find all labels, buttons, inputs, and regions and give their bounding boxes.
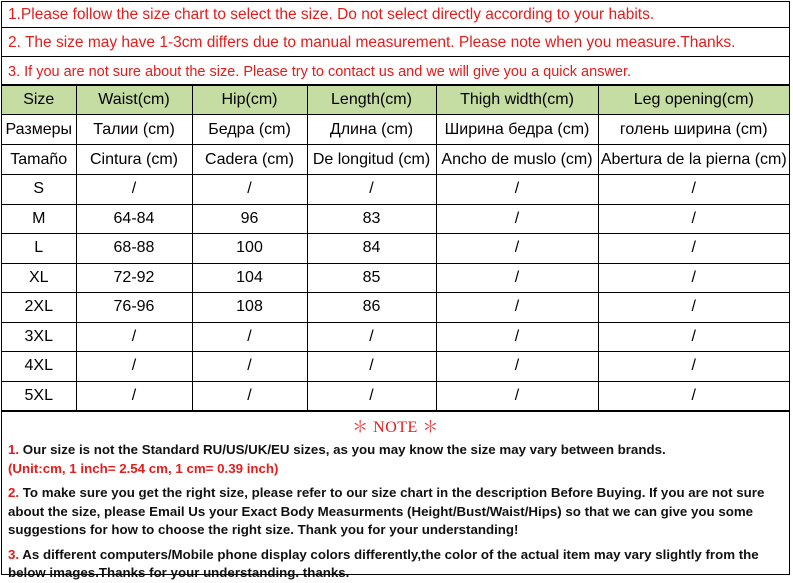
- table-row: [2, 263, 789, 293]
- measurement-cell: /: [598, 234, 789, 264]
- measurement-cell: /: [307, 322, 436, 352]
- measurement-cell: 64-84: [76, 204, 192, 234]
- header-cell-ru: Бедра (cm): [192, 115, 307, 145]
- measurement-cell: /: [307, 175, 436, 205]
- measurement-cell: 85: [307, 263, 436, 293]
- measurement-cell: /: [76, 322, 192, 352]
- size-table: [2, 85, 789, 411]
- instruction-1: 1.Please follow the size chart to select the size. Do not select directly according to your habits.: [2, 2, 789, 28]
- measurement-cell: 100: [192, 234, 307, 264]
- header-cell: Thigh width(cm): [436, 86, 598, 115]
- header-cell-ru: Ширина бедра (cm): [436, 115, 598, 145]
- measurement-cell: 84: [307, 234, 436, 264]
- header-cell-es: Cadera (cm): [192, 145, 307, 175]
- note-3-text: As different computers/Mobile phone display colors differently,the color of the actual item may vary slightly from the below images.Thanks for your understanding. thanks.: [8, 546, 759, 580]
- header-cell: Leg opening(cm): [598, 86, 789, 115]
- header-cell-es: Ancho de muslo (cm): [436, 145, 598, 175]
- header-cell-es: De longitud (cm): [307, 145, 436, 175]
- measurement-cell: /: [436, 204, 598, 234]
- header-cell: Hip(cm): [192, 86, 307, 115]
- size-label-cell: 3XL: [2, 322, 76, 352]
- measurement-cell: /: [76, 352, 192, 382]
- size-label-cell: L: [2, 234, 76, 264]
- note-3: [8, 546, 783, 583]
- instruction-3: 3. If you are not sure about the size. Please try to contact us and we will give you a quick answer.: [2, 57, 789, 85]
- note-2-text: To make sure you get the right size, please refer to our size chart in the description Before Buying. If you are not sure about the size, please Email Us your Exact Body Measurments (Height/Bust/Waist/Hips) so that we can give you some suggestions for how to choose the right size. Thank you for your understanding!: [8, 485, 765, 537]
- note-1-text: Our size is not the Standard RU/US/UK/EU sizes, as you may know the size may vary between brands.: [19, 442, 666, 457]
- size-label-cell: XL: [2, 263, 76, 293]
- size-label-cell: 4XL: [2, 352, 76, 382]
- measurement-cell: 68-88: [76, 234, 192, 264]
- header-cell-ru: Длина (cm): [307, 115, 436, 145]
- measurement-cell: /: [598, 263, 789, 293]
- size-label-cell: M: [2, 204, 76, 234]
- measurement-cell: /: [598, 322, 789, 352]
- size-label-cell: 2XL: [2, 293, 76, 323]
- measurement-cell: /: [598, 204, 789, 234]
- instruction-2: 2. The size may have 1-3cm differs due to manual measurement. Please note when you measure.Thanks.: [2, 28, 789, 57]
- measurement-cell: /: [76, 381, 192, 411]
- measurement-cell: /: [436, 381, 598, 411]
- note-2: [8, 484, 783, 540]
- table-row: [2, 322, 789, 352]
- measurement-cell: 108: [192, 293, 307, 323]
- table-header-row-es: [2, 145, 789, 175]
- measurement-cell: /: [598, 175, 789, 205]
- header-cell: Size: [2, 86, 76, 115]
- table-row: [2, 204, 789, 234]
- header-cell-es: Abertura de la pierna (cm): [598, 145, 789, 175]
- size-label-cell: 5XL: [2, 381, 76, 411]
- measurement-cell: /: [192, 352, 307, 382]
- header-cell-ru: Размеры: [2, 115, 76, 145]
- header-cell-ru: Талии (cm): [76, 115, 192, 145]
- header-cell: Length(cm): [307, 86, 436, 115]
- measurement-cell: 83: [307, 204, 436, 234]
- measurement-cell: /: [307, 352, 436, 382]
- measurement-cell: /: [76, 175, 192, 205]
- table-row: [2, 293, 789, 323]
- table-row: [2, 175, 789, 205]
- table-header-row: [2, 86, 789, 115]
- note-2-number: 2.: [8, 485, 20, 500]
- size-label-cell: S: [2, 175, 76, 205]
- measurement-cell: /: [436, 293, 598, 323]
- note-1: [8, 441, 783, 478]
- unit-conversion: (Unit:cm, 1 inch= 2.54 cm, 1 cm= 0.39 inch): [8, 460, 279, 476]
- table-row: [2, 234, 789, 264]
- measurement-cell: /: [307, 381, 436, 411]
- note-1-number: 1.: [8, 442, 20, 457]
- measurement-cell: 72-92: [76, 263, 192, 293]
- measurement-cell: /: [598, 293, 789, 323]
- measurement-cell: /: [436, 234, 598, 264]
- header-cell-es: Tamaño: [2, 145, 76, 175]
- measurement-cell: 76-96: [76, 293, 192, 323]
- measurement-cell: 96: [192, 204, 307, 234]
- size-chart-card: [1, 1, 790, 580]
- measurement-cell: /: [192, 322, 307, 352]
- table-header-row-ru: [2, 115, 789, 145]
- header-cell-es: Cintura (cm): [76, 145, 192, 175]
- table-row: [2, 381, 789, 411]
- measurement-cell: 86: [307, 293, 436, 323]
- note-3-number: 3.: [8, 546, 20, 562]
- measurement-cell: 104: [192, 263, 307, 293]
- measurement-cell: /: [192, 175, 307, 205]
- measurement-cell: /: [192, 381, 307, 411]
- measurement-cell: /: [436, 352, 598, 382]
- header-cell-ru: голень ширина (cm): [598, 115, 789, 145]
- notes-section: [2, 411, 789, 580]
- measurement-cell: /: [598, 352, 789, 382]
- measurement-cell: /: [436, 175, 598, 205]
- measurement-cell: /: [436, 322, 598, 352]
- header-cell: Waist(cm): [76, 86, 192, 115]
- note-title: ＊ NOTE ＊: [352, 419, 439, 436]
- measurement-cell: /: [436, 263, 598, 293]
- table-row: [2, 352, 789, 382]
- measurement-cell: /: [598, 381, 789, 411]
